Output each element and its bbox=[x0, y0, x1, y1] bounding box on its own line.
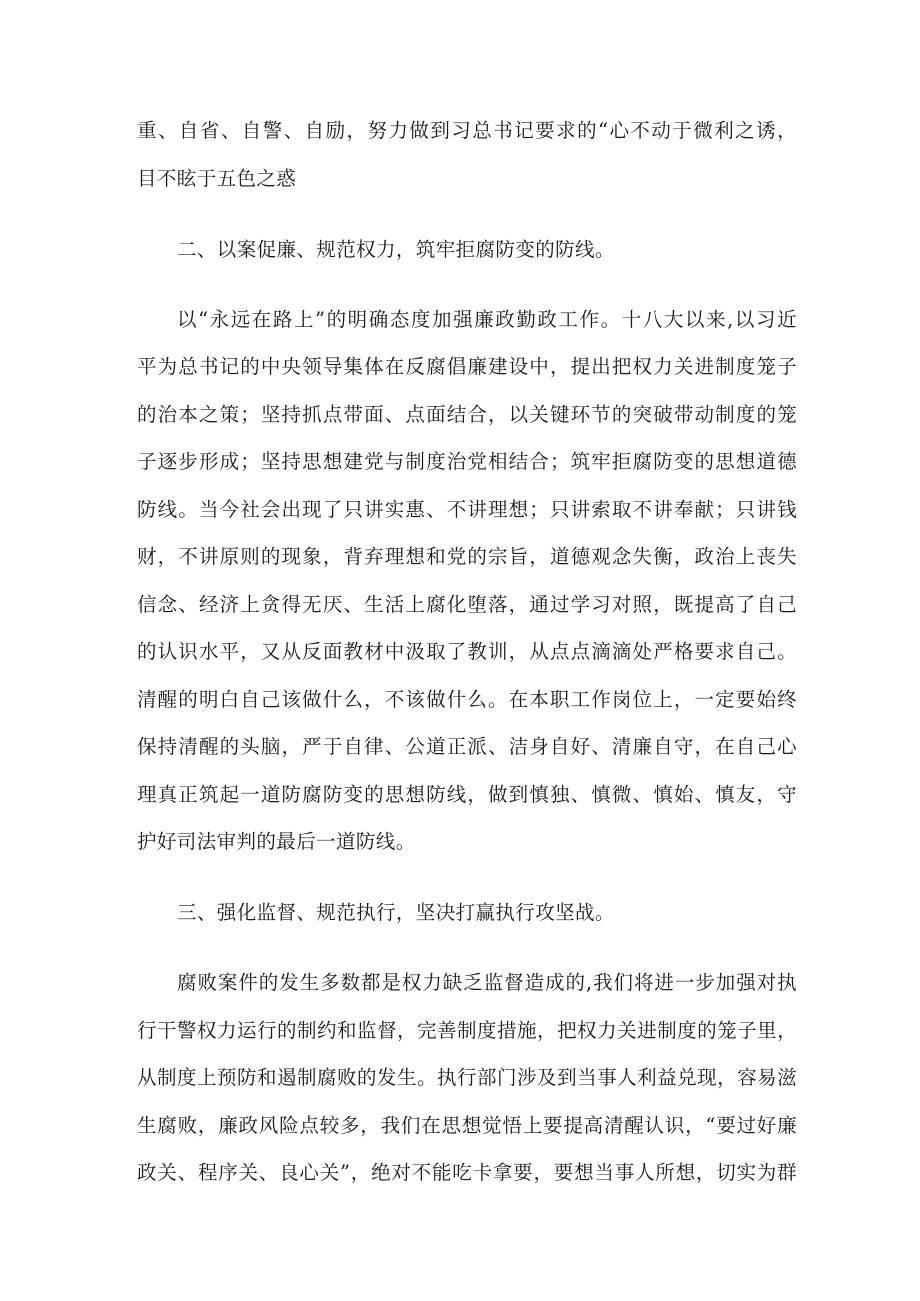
text-line: 理真正筑起一道防腐防变的思想防线，做到慎独、慎微、慎始、慎友，守 bbox=[137, 783, 797, 806]
text-line: 平为总书记的中央领导集体在反腐倡廉建设中，提出把权力关进制度笼子 bbox=[137, 355, 797, 378]
text-line: 腐败案件的发生多数都是权力缺乏监督造成的,我们将进一步加强对执 bbox=[177, 971, 797, 994]
text-line: 政关、程序关、良心关”，绝对不能吃卡拿要，要想当事人所想，切实为群 bbox=[137, 1161, 797, 1184]
text-line: 从制度上预防和遏制腐败的发生。执行部门涉及到当事人利益兑现，容易滋 bbox=[137, 1066, 797, 1089]
text-line: 护好司法审判的最后一道防线。 bbox=[137, 830, 416, 853]
text-line: 财，不讲原则的现象，背弃理想和党的宗旨，道德观念失衡，政治上丧失 bbox=[137, 545, 797, 568]
section-heading: 二、以案促廉、规范权力，筑牢拒腐防变的防线。 bbox=[177, 238, 615, 261]
text-line: 保持清醒的头脑，严于自律、公道正派、洁身自好、清廉自守，在自己心 bbox=[137, 735, 797, 758]
text-line: 子逐步形成；坚持思想建党与制度治党相结合；筑牢拒腐防变的思想道德 bbox=[137, 450, 797, 473]
text-line: 生腐败，廉政风险点较多，我们在思想觉悟上要提高清醒认识，“要过好廉 bbox=[137, 1114, 797, 1137]
text-line: 信念、经济上贪得无厌、生活上腐化堕落，通过学习对照，既提高了自己 bbox=[137, 593, 797, 616]
text-line: 的治本之策；坚持抓点带面、点面结合，以关键环节的突破带动制度的笼 bbox=[137, 403, 797, 426]
text-line: 清醒的明白自己该做什么，不该做什么。在本职工作岗位上，一定要始终 bbox=[137, 688, 797, 711]
text-line: 重、自省、自警、自励，努力做到习总书记要求的“心不动于微利之诱， bbox=[137, 119, 797, 142]
text-line: 防线。当今社会出现了只讲实惠、不讲理想；只讲索取不讲奉献；只讲钱 bbox=[137, 498, 797, 521]
text-line: 行干警权力运行的制约和监督，完善制度措施，把权力关进制度的笼子里， bbox=[137, 1019, 797, 1042]
text-line: 的认识水平，又从反面教材中汲取了教训，从点点滴滴处严格要求自己。 bbox=[137, 640, 797, 663]
text-line: 目不眩于五色之惑 bbox=[137, 167, 297, 190]
section-heading: 三、强化监督、规范执行，坚决打赢执行攻坚战。 bbox=[177, 901, 615, 924]
text-line: 以“永远在路上”的明确态度加强廉政勤政工作。十八大以来,以习近 bbox=[177, 308, 797, 331]
